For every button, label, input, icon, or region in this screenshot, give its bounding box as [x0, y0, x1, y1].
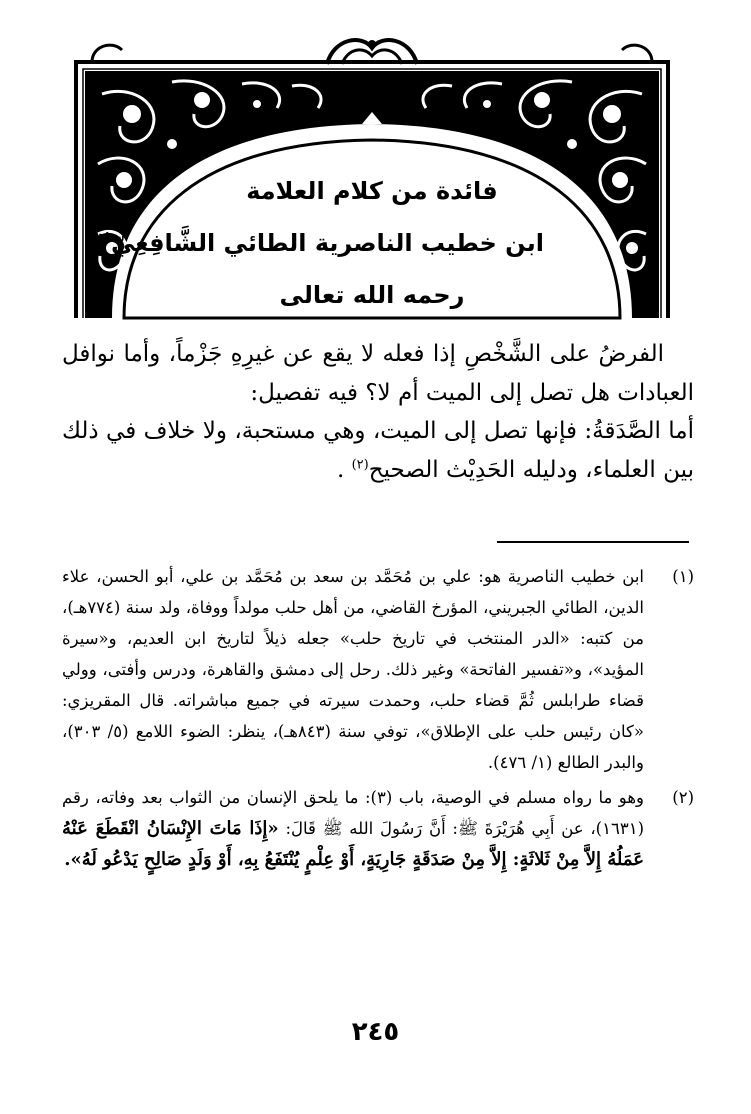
footnote-1-number: (١)	[672, 567, 694, 586]
footnote-1	[62, 561, 694, 778]
heading-line-1: فائدة من كلام العلامة	[246, 177, 498, 205]
footnote-separator	[497, 541, 689, 543]
footnote-2	[62, 782, 694, 875]
footnote-marker-2: (٢)	[351, 456, 369, 472]
footnote-2-number: (٢)	[672, 788, 694, 807]
heading-line-2	[91, 217, 544, 269]
page-number: ٢٤٥	[351, 1017, 400, 1047]
main-body	[62, 335, 694, 489]
heading-line-2-text: ابن خطيب الناصرية الطائي الشَّافِعِيّ	[110, 229, 544, 257]
footnote-2-text: وهو ما رواه مسلم في الوصية، باب (٣): ما يلحق الإنسان من الثواب بعد وفاته، رقم (١٦٣١)، عن أَبِي هُرَيْرَةَ ﷺ: أَنَّ رَسُولَ الله ﷺ قَالَ:	[62, 788, 644, 838]
body-paragraph-2-text: أما الصَّدَقةُ: فإنها تصل إلى الميت، وهي مستحبة، ولا خلاف في ذلك بين العلماء، ودليله الحَدِيْث الصحيح	[62, 418, 694, 483]
footnote-2-hadith: «إِذَا مَاتَ الإِنْسَانُ انْقَطَعَ عَنْهُ عَمَلُهُ إِلاَّ مِنْ ثَلاثَةٍ: إِلاَّ مِنْ صَدَقَةٍ جَارِيَةٍ، أَوْ عِلْمٍ يُنْتَفَعُ بِهِ، أَوْ وَلَدٍ صَالِحٍ يَدْعُو لَهُ».	[62, 818, 644, 870]
heading-line-3: رحمه الله تعالى	[279, 281, 465, 309]
footnotes-section	[62, 561, 694, 879]
body-paragraph-1: الفرضُ على الشَّخْصِ إذا فعله لا يقع عن غيرِهِ جَزْماً، وأما نوافل العبادات هل تصل إلى الميت أم لا؟ فيه تفصيل:	[62, 341, 694, 406]
body-paragraph-2-end: .	[336, 456, 345, 483]
chapter-heading	[91, 165, 544, 321]
footnote-1-text: ابن خطيب الناصرية هو: علي بن مُحَمَّد بن سعد بن مُحَمَّد بن علي، أبو الحسن، علاء الدين، الطائي الجبريني، المؤرخ القاضي، من أهل حلب مولداً ووفاة، ولد سنة (٧٧٤هـ)، من كتبه: «الدر المنتخب في تاريخ حلب» جعله ذيلاً لتاريخ ابن العديم، و«سيرة المؤيد»، و«تفسير الفاتحة» وغير ذلك. رحل إلى دمشق والقاهرة، ودرس وأفتى، وولي قضاء طرابلس ثُمَّ قضاء حلب، وحمدت سيرته في جميع مباشراته. قال المقريزي: «كان رئيس حلب على الإطلاق»، توفي سنة (٨٤٣هـ)، ينظر: الضوء اللامع (٥/ ٣٠٣)، والبدر الطالع (١/ ٤٧٦).	[62, 567, 644, 772]
body-paragraph-2	[62, 412, 694, 489]
footnote-marker-1: (١)	[91, 231, 111, 246]
